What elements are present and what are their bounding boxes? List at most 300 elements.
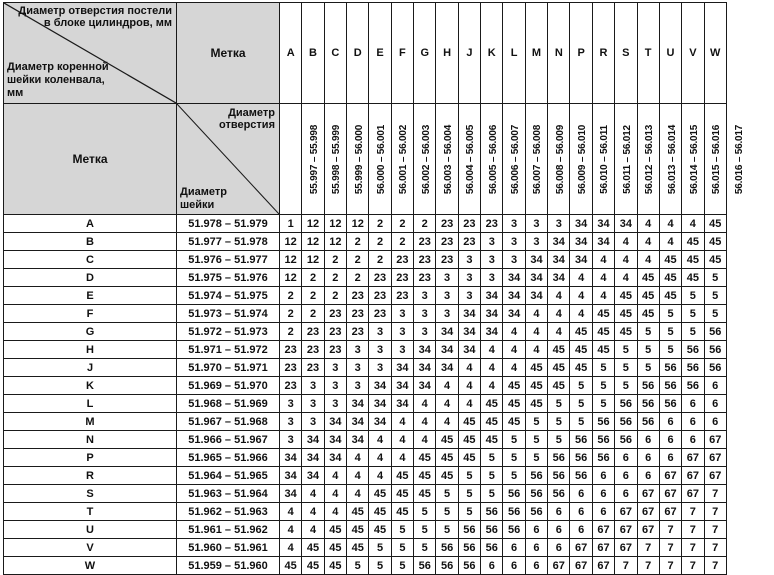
bearing-class-cell: 56 <box>704 359 726 377</box>
bearing-class-cell: 5 <box>414 539 436 557</box>
bearing-class-cell: 5 <box>481 467 503 485</box>
bearing-class-cell: 23 <box>436 215 458 233</box>
bearing-class-cell: 34 <box>458 305 480 323</box>
bearing-class-cell: 3 <box>369 323 391 341</box>
bearing-class-cell: 6 <box>659 431 681 449</box>
bearing-class-cell: 67 <box>548 557 570 575</box>
bearing-class-cell: 3 <box>458 287 480 305</box>
bearing-class-cell: 23 <box>324 323 346 341</box>
bearing-class-cell: 67 <box>682 467 704 485</box>
bearing-class-cell: 4 <box>615 269 637 287</box>
row-range: 51.975 – 51.976 <box>177 269 280 287</box>
bearing-class-cell: 56 <box>637 395 659 413</box>
bearing-class-cell: 5 <box>347 557 369 575</box>
row-letter: E <box>4 287 177 305</box>
row-range: 51.973 – 51.974 <box>177 305 280 323</box>
bearing-class-cell: 56 <box>704 323 726 341</box>
bearing-class-cell: 34 <box>525 269 547 287</box>
bearing-class-cell: 7 <box>659 521 681 539</box>
bearing-class-cell: 3 <box>436 269 458 287</box>
bearing-class-cell: 4 <box>570 269 592 287</box>
bearing-class-cell: 67 <box>592 521 614 539</box>
bearing-class-cell: 6 <box>503 539 525 557</box>
bearing-class-cell: 4 <box>324 503 346 521</box>
row-range: 51.959 – 51.960 <box>177 557 280 575</box>
row-range: 51.963 – 51.964 <box>177 485 280 503</box>
bearing-class-cell: 45 <box>615 287 637 305</box>
bearing-class-cell: 45 <box>592 323 614 341</box>
bearing-class-cell: 4 <box>347 485 369 503</box>
bearing-class-cell: 3 <box>414 287 436 305</box>
bearing-class-cell: 45 <box>481 431 503 449</box>
row-range: 51.965 – 51.966 <box>177 449 280 467</box>
bearing-class-cell: 56 <box>592 413 614 431</box>
column-range-text: 56.014 – 56.015 <box>688 124 700 195</box>
bearing-class-cell: 4 <box>570 287 592 305</box>
bearing-class-cell: 3 <box>324 395 346 413</box>
column-range-text: 56.010 – 56.011 <box>599 125 611 194</box>
bearing-class-cell: 67 <box>592 539 614 557</box>
bearing-class-cell: 34 <box>324 449 346 467</box>
table-row <box>4 467 727 485</box>
bearing-class-cell: 2 <box>324 287 346 305</box>
bearing-class-cell: 4 <box>391 413 413 431</box>
bearing-class-cell: 45 <box>280 557 302 575</box>
hole-diameter-label: Диаметр отверстия постели в блоке цилиндров, мм <box>18 5 172 29</box>
bearing-class-cell: 6 <box>704 377 726 395</box>
bearing-class-cell: 5 <box>481 449 503 467</box>
row-letter: B <box>4 233 177 251</box>
column-letter-header: N <box>548 3 570 104</box>
row-range: 51.969 – 51.970 <box>177 377 280 395</box>
bearing-class-cell: 67 <box>659 503 681 521</box>
bearing-class-cell: 5 <box>369 557 391 575</box>
bearing-class-cell: 34 <box>302 467 324 485</box>
bearing-class-cell: 5 <box>659 305 681 323</box>
bearing-class-cell: 45 <box>615 323 637 341</box>
bearing-class-cell: 5 <box>503 467 525 485</box>
column-letter-header: C <box>324 3 346 104</box>
column-letter-header: J <box>458 3 480 104</box>
bearing-class-cell: 7 <box>704 485 726 503</box>
bearing-class-cell: 56 <box>659 359 681 377</box>
bearing-class-cell: 3 <box>324 359 346 377</box>
journal-diameter-label: Диаметр коренной шейки коленвала, мм <box>7 61 109 99</box>
bearing-class-cell: 6 <box>548 521 570 539</box>
bearing-class-cell: 5 <box>659 323 681 341</box>
bearing-class-cell: 23 <box>391 269 413 287</box>
bearing-class-cell: 12 <box>302 233 324 251</box>
journal-diameter-short-label: Диаметр шейки <box>180 186 227 211</box>
bearing-class-cell: 56 <box>637 413 659 431</box>
bearing-class-cell: 6 <box>659 413 681 431</box>
bearing-class-cell: 4 <box>391 449 413 467</box>
bearing-class-cell: 4 <box>436 413 458 431</box>
column-letter-header: V <box>682 3 704 104</box>
bearing-class-cell: 5 <box>414 521 436 539</box>
bearing-class-cell: 4 <box>458 395 480 413</box>
bearing-class-cell: 4 <box>369 431 391 449</box>
table-row <box>4 341 727 359</box>
bearing-class-cell: 45 <box>592 341 614 359</box>
bearing-class-cell: 3 <box>503 233 525 251</box>
table-row <box>4 413 727 431</box>
bearing-class-cell: 3 <box>391 341 413 359</box>
bearing-class-cell: 56 <box>548 467 570 485</box>
bearing-class-cell: 45 <box>503 413 525 431</box>
bearing-class-cell: 3 <box>503 215 525 233</box>
bearing-selection-table <box>3 2 745 575</box>
bearing-class-cell: 6 <box>570 485 592 503</box>
bearing-class-cell: 2 <box>280 287 302 305</box>
bearing-class-cell: 5 <box>704 305 726 323</box>
bearing-class-cell: 34 <box>324 431 346 449</box>
bearing-class-cell: 5 <box>481 485 503 503</box>
bearing-class-cell: 23 <box>280 341 302 359</box>
bearing-class-cell: 5 <box>570 377 592 395</box>
bearing-class-cell: 4 <box>347 449 369 467</box>
bearing-class-cell: 45 <box>391 485 413 503</box>
row-letter: U <box>4 521 177 539</box>
bearing-class-cell: 7 <box>682 521 704 539</box>
hole-diameter-short-label: Диаметр отверстия <box>219 107 275 131</box>
row-range: 51.970 – 51.971 <box>177 359 280 377</box>
bearing-class-cell: 67 <box>704 431 726 449</box>
table-row <box>4 323 727 341</box>
row-range: 51.966 – 51.967 <box>177 431 280 449</box>
bearing-class-cell: 5 <box>458 467 480 485</box>
column-letter-header: T <box>637 3 659 104</box>
bearing-class-cell: 3 <box>503 251 525 269</box>
bearing-class-cell: 56 <box>525 467 547 485</box>
bearing-class-cell: 67 <box>570 557 592 575</box>
bearing-class-cell: 67 <box>704 449 726 467</box>
bearing-class-cell: 45 <box>369 485 391 503</box>
row-range: 51.978 – 51.979 <box>177 215 280 233</box>
bearing-class-cell: 5 <box>525 431 547 449</box>
row-letter: R <box>4 467 177 485</box>
bearing-class-cell: 34 <box>615 215 637 233</box>
bearing-class-cell: 45 <box>548 359 570 377</box>
bearing-class-cell: 6 <box>592 467 614 485</box>
bearing-class-cell: 4 <box>592 251 614 269</box>
table-row <box>4 377 727 395</box>
bearing-class-cell: 5 <box>525 449 547 467</box>
bearing-class-cell: 34 <box>347 431 369 449</box>
bearing-class-cell: 56 <box>503 521 525 539</box>
bearing-class-cell: 34 <box>503 287 525 305</box>
column-letter-header: R <box>592 3 614 104</box>
bearing-class-cell: 2 <box>347 233 369 251</box>
column-letter-header: D <box>347 3 369 104</box>
bearing-class-cell: 4 <box>436 395 458 413</box>
bearing-class-cell: 34 <box>280 485 302 503</box>
bearing-class-cell: 7 <box>704 557 726 575</box>
column-letter-header: M <box>525 3 547 104</box>
bearing-class-cell: 2 <box>369 233 391 251</box>
column-letter-header: U <box>659 3 681 104</box>
bearing-class-cell: 56 <box>525 503 547 521</box>
bearing-class-cell: 34 <box>324 413 346 431</box>
bearing-class-cell: 45 <box>324 521 346 539</box>
row-letter: F <box>4 305 177 323</box>
row-letter: M <box>4 413 177 431</box>
table-row <box>4 251 727 269</box>
bearing-class-cell: 34 <box>414 341 436 359</box>
bearing-class-cell: 45 <box>436 467 458 485</box>
bearing-class-cell: 45 <box>481 395 503 413</box>
bearing-class-cell: 56 <box>548 485 570 503</box>
table-row <box>4 557 727 575</box>
bearing-class-cell: 45 <box>682 269 704 287</box>
bearing-class-cell: 12 <box>347 215 369 233</box>
bearing-class-cell: 23 <box>302 323 324 341</box>
bearing-class-cell: 56 <box>503 503 525 521</box>
row-range: 51.974 – 51.975 <box>177 287 280 305</box>
row-letter: V <box>4 539 177 557</box>
bearing-class-cell: 45 <box>592 305 614 323</box>
bearing-class-cell: 5 <box>391 557 413 575</box>
bearing-class-cell: 45 <box>704 233 726 251</box>
bearing-class-cell: 5 <box>458 503 480 521</box>
row-range: 51.962 – 51.963 <box>177 503 280 521</box>
column-range-text: 56.000 – 56.001 <box>376 124 388 195</box>
bearing-class-cell: 3 <box>302 395 324 413</box>
bearing-class-cell: 2 <box>280 323 302 341</box>
bearing-class-cell: 67 <box>637 503 659 521</box>
column-range-text: 56.005 – 56.006 <box>487 124 499 195</box>
table-row <box>4 485 727 503</box>
bearing-class-cell: 4 <box>503 323 525 341</box>
bearing-selection-table-wrapper <box>3 2 745 575</box>
row-letter: N <box>4 431 177 449</box>
bearing-class-cell: 7 <box>659 557 681 575</box>
bearing-class-cell: 23 <box>324 305 346 323</box>
column-letter-header: G <box>414 3 436 104</box>
bearing-class-cell: 4 <box>369 467 391 485</box>
bearing-class-cell: 5 <box>503 431 525 449</box>
bearing-class-cell: 6 <box>503 557 525 575</box>
bearing-class-cell: 56 <box>570 449 592 467</box>
bearing-class-cell: 5 <box>615 359 637 377</box>
bearing-class-cell: 23 <box>458 233 480 251</box>
bearing-class-cell: 23 <box>302 341 324 359</box>
bearing-class-cell: 34 <box>280 449 302 467</box>
bearing-class-cell: 45 <box>548 341 570 359</box>
bearing-class-cell: 2 <box>324 251 346 269</box>
bearing-class-cell: 5 <box>414 503 436 521</box>
bearing-class-cell: 45 <box>347 539 369 557</box>
bearing-class-cell: 34 <box>592 215 614 233</box>
bearing-class-cell: 12 <box>302 251 324 269</box>
bearing-class-cell: 4 <box>324 485 346 503</box>
table-row <box>4 431 727 449</box>
bearing-class-cell: 2 <box>302 269 324 287</box>
bearing-class-cell: 5 <box>682 305 704 323</box>
bearing-class-cell: 34 <box>369 413 391 431</box>
bearing-class-cell: 23 <box>481 215 503 233</box>
bearing-class-cell: 34 <box>525 287 547 305</box>
bearing-class-cell: 34 <box>458 341 480 359</box>
bearing-class-cell: 12 <box>324 215 346 233</box>
bearing-class-cell: 4 <box>659 215 681 233</box>
bearing-class-cell: 4 <box>503 359 525 377</box>
bearing-class-cell: 45 <box>302 557 324 575</box>
bearing-class-cell: 34 <box>391 395 413 413</box>
row-letter: D <box>4 269 177 287</box>
bearing-class-cell: 5 <box>659 341 681 359</box>
bearing-class-cell: 4 <box>391 431 413 449</box>
bearing-class-cell: 67 <box>570 539 592 557</box>
bearing-class-cell: 6 <box>682 431 704 449</box>
row-mark-header: Метка <box>4 104 177 215</box>
bearing-class-cell: 5 <box>592 395 614 413</box>
bearing-class-cell: 45 <box>659 287 681 305</box>
bearing-class-cell: 3 <box>280 413 302 431</box>
bearing-class-cell: 56 <box>615 413 637 431</box>
bearing-class-cell: 2 <box>302 287 324 305</box>
bearing-class-cell: 6 <box>615 467 637 485</box>
column-letter-header: E <box>369 3 391 104</box>
bearing-class-cell: 56 <box>659 395 681 413</box>
bearing-class-cell: 6 <box>592 503 614 521</box>
bearing-class-cell: 5 <box>615 377 637 395</box>
column-range-text: 56.008 – 56.009 <box>554 124 566 195</box>
bearing-class-cell: 45 <box>391 467 413 485</box>
bearing-class-cell: 56 <box>525 485 547 503</box>
bearing-class-cell: 45 <box>369 503 391 521</box>
column-range-text: 55.998 – 55.999 <box>331 124 343 195</box>
table-row <box>4 215 727 233</box>
bearing-class-cell: 2 <box>391 215 413 233</box>
table-row <box>4 449 727 467</box>
bearing-class-cell: 5 <box>436 521 458 539</box>
row-letter: L <box>4 395 177 413</box>
bearing-class-cell: 23 <box>347 323 369 341</box>
bearing-class-cell: 5 <box>570 413 592 431</box>
column-letter-header: L <box>503 3 525 104</box>
bearing-class-cell: 4 <box>280 521 302 539</box>
bearing-class-cell: 56 <box>481 539 503 557</box>
bearing-class-cell: 56 <box>570 431 592 449</box>
bearing-class-cell: 4 <box>637 233 659 251</box>
bearing-class-cell: 34 <box>369 395 391 413</box>
row-range: 51.967 – 51.968 <box>177 413 280 431</box>
bearing-class-cell: 4 <box>481 341 503 359</box>
table-row <box>4 269 727 287</box>
header-row-ranges <box>4 104 727 215</box>
bearing-class-cell: 3 <box>280 431 302 449</box>
bearing-class-cell: 56 <box>436 557 458 575</box>
bearing-class-cell: 4 <box>481 359 503 377</box>
bearing-class-cell: 6 <box>704 413 726 431</box>
column-range-text: 55.999 – 56.000 <box>353 124 365 195</box>
bearing-class-cell: 34 <box>414 377 436 395</box>
bearing-class-cell: 56 <box>592 431 614 449</box>
bearing-class-cell: 45 <box>369 521 391 539</box>
bearing-class-cell: 3 <box>369 359 391 377</box>
bearing-class-cell: 23 <box>436 233 458 251</box>
bearing-class-cell: 67 <box>659 467 681 485</box>
bearing-class-cell: 6 <box>704 395 726 413</box>
bearing-class-cell: 12 <box>280 269 302 287</box>
bearing-class-cell: 3 <box>481 269 503 287</box>
bearing-class-cell: 4 <box>548 323 570 341</box>
bearing-class-cell: 5 <box>548 413 570 431</box>
bearing-class-cell: 7 <box>659 539 681 557</box>
bearing-class-cell: 4 <box>682 215 704 233</box>
bearing-class-cell: 5 <box>637 323 659 341</box>
bearing-class-cell: 34 <box>458 323 480 341</box>
row-range: 51.968 – 51.969 <box>177 395 280 413</box>
bearing-class-cell: 3 <box>391 305 413 323</box>
row-range: 51.964 – 51.965 <box>177 467 280 485</box>
bearing-class-cell: 34 <box>570 233 592 251</box>
bearing-class-cell: 5 <box>391 539 413 557</box>
bearing-class-cell: 56 <box>458 539 480 557</box>
bearing-class-cell: 3 <box>324 377 346 395</box>
bearing-class-cell: 6 <box>525 521 547 539</box>
bearing-class-cell: 4 <box>525 305 547 323</box>
bearing-class-cell: 56 <box>682 341 704 359</box>
table-row <box>4 521 727 539</box>
column-range-text: 56.016 – 56.017 <box>733 124 745 195</box>
bearing-class-cell: 2 <box>302 305 324 323</box>
row-letter: G <box>4 323 177 341</box>
column-letter-header: W <box>704 3 726 104</box>
bearing-class-cell: 4 <box>548 305 570 323</box>
column-range-text: 56.015 – 56.016 <box>711 124 723 195</box>
bearing-class-cell: 34 <box>570 251 592 269</box>
bearing-class-cell: 5 <box>525 413 547 431</box>
bearing-class-cell: 6 <box>659 449 681 467</box>
bearing-class-cell: 3 <box>525 233 547 251</box>
bearing-class-cell: 45 <box>615 305 637 323</box>
bearing-class-cell: 23 <box>347 287 369 305</box>
bearing-class-cell: 34 <box>436 341 458 359</box>
bearing-class-cell: 67 <box>615 521 637 539</box>
bearing-class-cell: 4 <box>570 305 592 323</box>
bearing-class-cell: 56 <box>458 521 480 539</box>
bearing-class-cell: 2 <box>391 233 413 251</box>
bearing-class-cell: 34 <box>347 413 369 431</box>
bearing-class-cell: 3 <box>369 341 391 359</box>
bearing-class-cell: 45 <box>682 251 704 269</box>
bearing-class-cell: 34 <box>347 395 369 413</box>
bearing-class-cell: 45 <box>503 395 525 413</box>
bearing-class-cell: 3 <box>280 395 302 413</box>
row-range: 51.976 – 51.977 <box>177 251 280 269</box>
bearing-class-cell: 7 <box>704 539 726 557</box>
bearing-class-cell: 23 <box>369 287 391 305</box>
bearing-class-cell: 1 <box>280 215 302 233</box>
bearing-class-cell: 5 <box>570 395 592 413</box>
bearing-class-cell: 4 <box>347 467 369 485</box>
diagonal-subheader-cell <box>177 104 280 215</box>
bearing-class-cell: 3 <box>436 305 458 323</box>
row-letter: S <box>4 485 177 503</box>
bearing-class-cell: 7 <box>637 557 659 575</box>
bearing-class-cell: 3 <box>302 377 324 395</box>
bearing-class-cell: 45 <box>548 377 570 395</box>
bearing-class-cell: 6 <box>637 449 659 467</box>
bearing-class-cell: 56 <box>436 539 458 557</box>
bearing-class-cell: 7 <box>637 539 659 557</box>
bearing-class-cell: 34 <box>548 233 570 251</box>
bearing-class-cell: 56 <box>458 557 480 575</box>
bearing-class-cell: 4 <box>458 359 480 377</box>
bearing-class-cell: 4 <box>503 341 525 359</box>
